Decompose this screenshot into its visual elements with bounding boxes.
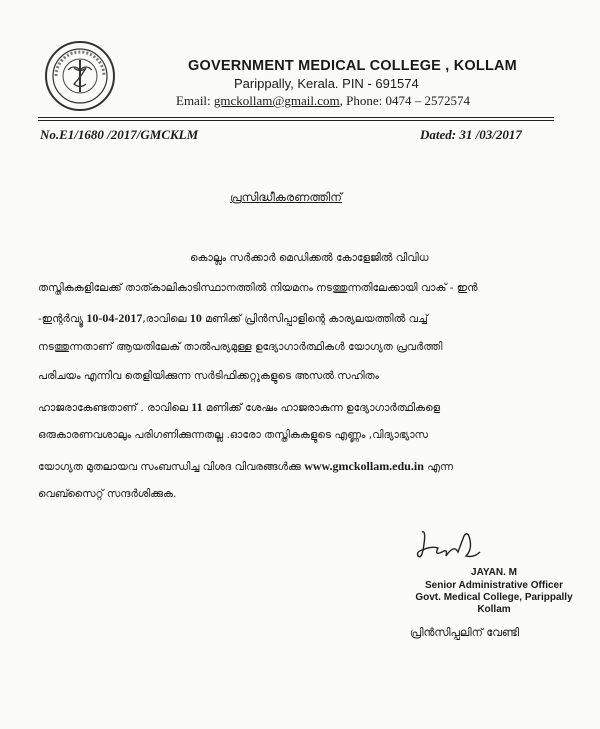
notice-line-6 (38, 400, 440, 415)
college-seal-logo (44, 40, 116, 112)
website-link[interactable]: www.gmckollam.edu.in (304, 459, 424, 473)
reference-date: Dated: 31 /03/2017 (420, 127, 522, 142)
header-rule-top (38, 117, 554, 118)
notice-line-1: കൊല്ലം സർക്കാർ മെഡിക്കൽ കോളേജിൽ വിവിധ (190, 252, 429, 264)
notice-line-7: ഒരുകാരണവശാലും പരിഗണിക്കുന്നതല്ല .ഓരോ തസ്തികകളുടെ എണ്ണം ,വിദ്യാഭ്യാസ (38, 429, 428, 441)
notice-line-5: പരിചയം എന്നിവ തെളിയിക്കുന്ന സർടിഫിക്കറ്റുകളുടെ അസൽ സഹിതം (38, 370, 380, 382)
notice-line-8 (38, 459, 453, 474)
notice-line-6-head: ഹാജരാകേണ്ടതാണ് . രാവിലെ (38, 402, 188, 414)
interview-date: 10-04-2017 (86, 311, 143, 325)
notice-heading: പ്രസിദ്ധീകരണത്തിന് (230, 190, 342, 204)
notice-line-9: വെബ്സൈറ്റ് സന്ദർശിക്കുക. (38, 488, 177, 500)
notice-line-4: നടത്തുന്നതാണ് ആയതിലേക് താൽപര്യമുള്ള ഉദ്യോഗാർത്ഥികൾ യോഗ്യത പ്രവർത്തി (38, 341, 443, 353)
notice-line-3 (38, 311, 428, 326)
handwritten-signature (414, 526, 484, 570)
header-rule-bottom (38, 120, 554, 121)
institution-contact (176, 93, 470, 109)
interview-hour: 10 (189, 311, 202, 325)
institution-address: Parippally, Kerala. PIN - 691574 (234, 76, 419, 91)
email-link[interactable]: gmckollam@gmail.com (213, 93, 340, 108)
signatory-designation: Senior Administrative Officer (425, 580, 563, 591)
signatory-name: JAYAN. M (471, 567, 517, 578)
notice-line-3-head: -ഇന്റർവ്യൂ (38, 313, 84, 325)
notice-line-8-head: യോഗ്യത മുതലായവ സംബന്ധിച്ച വിശദ വിവരങ്ങൾക്കു (38, 461, 301, 473)
notice-line-3-mid: ,രാവിലെ (142, 313, 190, 325)
reference-number: No.E1/1680 /2017/GMCKLM (40, 127, 199, 142)
signatory-place: Kollam (477, 604, 511, 615)
notice-line-6-tail: മണിക്ക് ശേഷം ഹാജരാകുന്ന ഉദ്യോഗാർത്ഥികളെ (202, 402, 441, 414)
cutoff-hour: 11 (191, 400, 203, 414)
notice-line-2: തസ്തികകളിലേക്ക് താത്കാലികാടിസ്ഥാനത്തിൽ നിയമനം നടത്തുന്നതിലേക്കായി വാക് - ഇൻ (38, 282, 478, 294)
institution-name: GOVERNMENT MEDICAL COLLEGE , KOLLAM (188, 58, 517, 74)
phone-text: , Phone: 0474 – 2572574 (339, 93, 470, 108)
email-label: Email: (176, 93, 211, 108)
signatory-office: Govt. Medical College, Parippally (415, 592, 573, 603)
on-behalf-of-principal: പ്രിൻസിപ്പലിന് വേണ്ടി (410, 626, 520, 639)
notice-line-8-tail: എന്ന (423, 461, 454, 473)
notice-line-3-tail: മണിക്ക് പ്രിൻസിപ്പാളിന്റെ കാര്യലയത്തിൽ വച്ച് (201, 313, 428, 325)
